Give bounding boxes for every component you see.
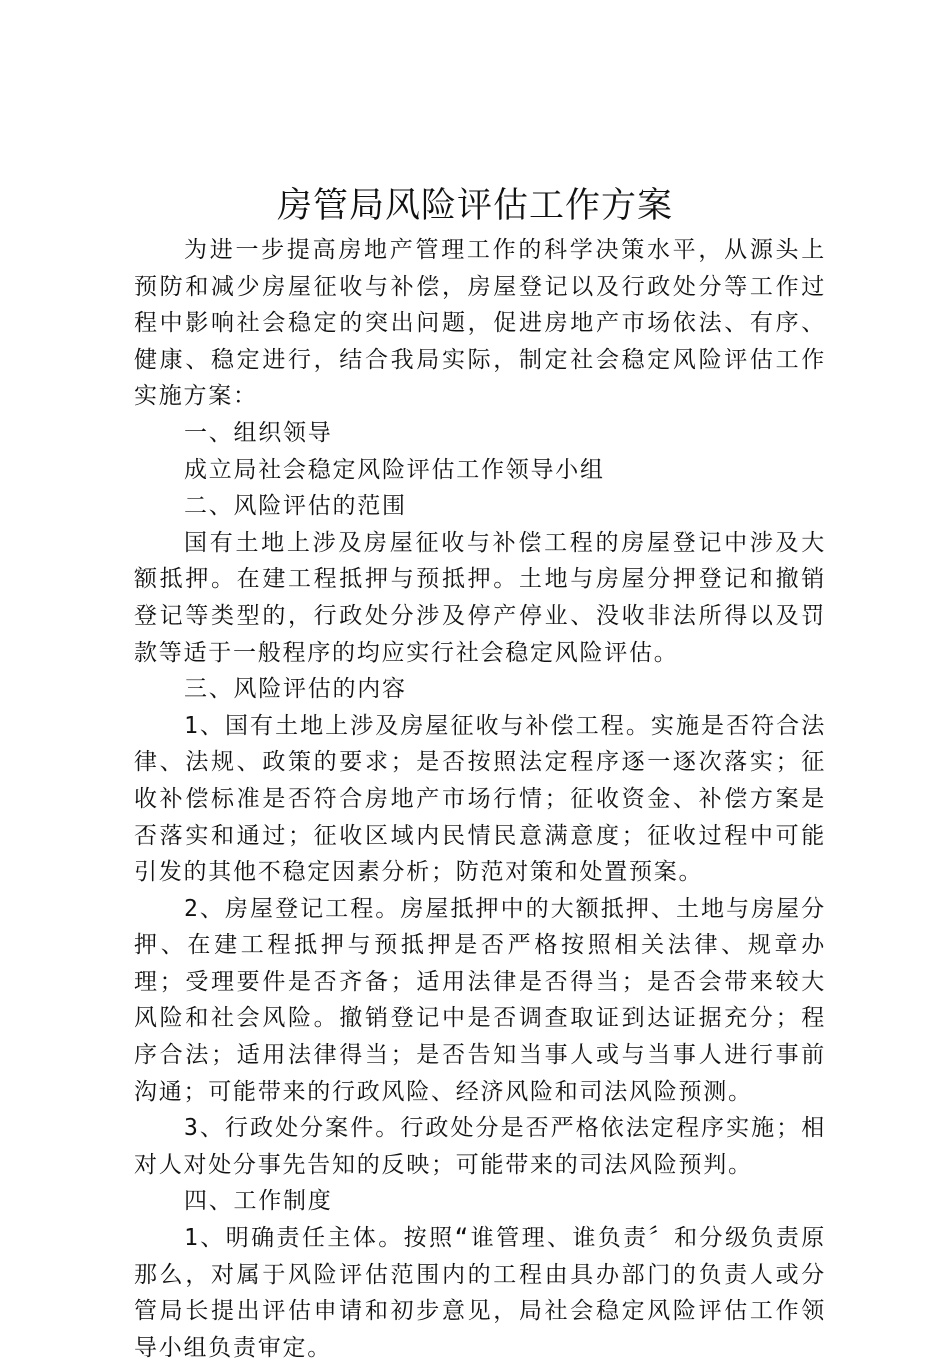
section-heading-content: 三、风险评估的内容 bbox=[184, 676, 407, 703]
section-heading-scope: 二、风险评估的范围 bbox=[184, 493, 407, 520]
document-title: 房管局风险评估工作方案 bbox=[276, 186, 673, 226]
system-item-1: 1、明确责任主体。按照“谁管理、谁负责〞和分级负责原那么，对属于风险评估范围内的工程由具办部门的负责人或分管局长提出评估申请和初步意见，局社会稳定风险评估工作领导小组负责审定。 bbox=[134, 1225, 826, 1361]
content-item-3: 3、行政处分案件。行政处分是否严格依法定程序实施；相对人对处分事先告知的反映；可能带来的司法风险预判。 bbox=[134, 1115, 826, 1178]
intro-paragraph: 为进一步提高房地产管理工作的科学决策水平，从源头上预防和减少房屋征收与补偿，房屋登记以及行政处分等工作过程中影响社会稳定的突出问题，促进房地产市场依法、有序、健康、稳定进行，结合我局实际，制定社会稳定风险评估工作实施方案： bbox=[134, 237, 826, 410]
content-item-2: 2、房屋登记工程。房屋抵押中的大额抵押、土地与房屋分押、在建工程抵押与预抵押是否严格按照相关法律、规章办理；受理要件是否齐备；适用法律是否得当；是否会带来较大风险和社会风险。撤销登记中是否调查取证到达证据充分；程序合法；适用法律得当；是否告知当事人或与当事人进行事前沟通；可能带来的行政风险、经济风险和司法风险预测。 bbox=[134, 895, 826, 1105]
section-heading-system: 四、工作制度 bbox=[184, 1188, 333, 1215]
content-item-1: 1、国有土地上涉及房屋征收与补偿工程。实施是否符合法律、法规、政策的要求；是否按照法定程序逐一逐次落实；征收补偿标准是否符合房地产市场行情；征收资金、补偿方案是否落实和通过；征收区域内民情民意满意度；征收过程中可能引发的其他不稳定因素分析；防范对策和处置预案。 bbox=[134, 712, 826, 886]
scope-paragraph: 国有土地上涉及房屋征收与补偿工程的房屋登记中涉及大额抵押。在建工程抵押与预抵押。土地与房屋分押登记和撤销登记等类型的，行政处分涉及停产停业、没收非法所得以及罚款等适于一般程序的均应实行社会稳定风险评估。 bbox=[134, 529, 826, 666]
document-body bbox=[134, 232, 826, 1366]
section-heading-organization: 一、组织领导 bbox=[184, 419, 333, 446]
organization-paragraph: 成立局社会稳定风险评估工作领导小组 bbox=[184, 456, 605, 483]
